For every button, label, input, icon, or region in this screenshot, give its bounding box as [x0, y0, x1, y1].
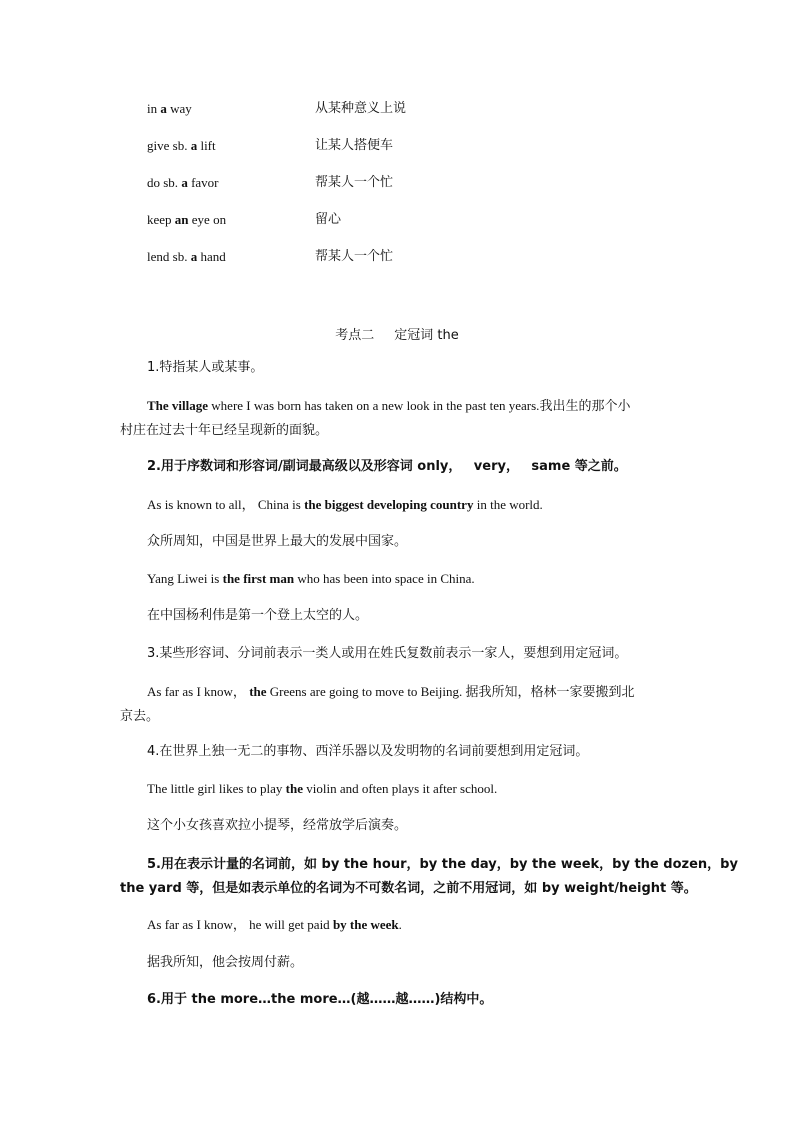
example-6: As far as I know， he will get paid by the week.: [147, 917, 402, 932]
example-2: As is known to all， China is the biggest developing country in the world.: [147, 497, 543, 512]
section-title: 定冠词 the: [394, 328, 459, 343]
example-3: Yang Liwei is the first man who has been into space in China.: [147, 571, 475, 586]
translation-6: 据我所知，他会按周付薪。: [147, 955, 304, 970]
rule-5: 5.用在表示计量的名词前，如 by the hour，by the day，by the week，by the dozen，by: [147, 857, 738, 872]
translation-3: 在中国杨利伟是第一个登上太空的人。: [147, 608, 369, 623]
rule-3: 3.某些形容词、分词前表示一类人或用在姓氏复数前表示一家人，要想到用定冠词。: [147, 646, 628, 661]
section-heading: [0, 324, 794, 343]
phrase-english: do sb. a favor: [147, 175, 219, 190]
rule-4: 4.在世界上独一无二的事物、西洋乐器以及发明物的名词前要想到用定冠词。: [147, 744, 589, 759]
translation-2: 众所周知，中国是世界上最大的发展中国家。: [147, 534, 408, 549]
phrase-chinese: 留心: [315, 212, 342, 227]
phrase-english: in a way: [147, 101, 192, 116]
example-5: The little girl likes to play the violin and often plays it after school.: [147, 781, 498, 796]
translation-5: 这个小女孩喜欢拉小提琴，经常放学后演奏。: [147, 818, 408, 833]
example-4-cont: 京去。: [120, 709, 160, 724]
example-1: The village where I was born has taken on a new look in the past ten years.我出生的那个小: [147, 398, 631, 414]
phrase-english: lend sb. a hand: [147, 249, 226, 264]
phrase-chinese: 帮某人一个忙: [315, 249, 394, 264]
phrase-english: give sb. a lift: [147, 138, 216, 153]
example-4: As far as I know， the Greens are going to move to Beijing. 据我所知，格林一家要搬到北: [147, 684, 635, 700]
rule-5-cont: the yard 等，但是如表示单位的名词为不可数名词，之前不用冠词，如 by weight/height 等。: [120, 881, 697, 896]
section-label: 考点二: [335, 328, 375, 343]
phrase-chinese: 帮某人一个忙: [315, 175, 394, 190]
rule-2: 2.用于序数词和形容词/副词最高级以及形容词 only， very， same 等之前。: [147, 459, 627, 474]
rule-1: 1.特指某人或某事。: [147, 360, 264, 375]
phrase-english: keep an eye on: [147, 212, 227, 227]
phrase-chinese: 让某人搭便车: [315, 138, 394, 153]
example-1-cont: 村庄在过去十年已经呈现新的面貌。: [120, 423, 329, 438]
phrase-chinese: 从某种意义上说: [315, 101, 407, 116]
rule-6: 6.用于 the more…the more…(越……越……)结构中。: [147, 992, 493, 1007]
